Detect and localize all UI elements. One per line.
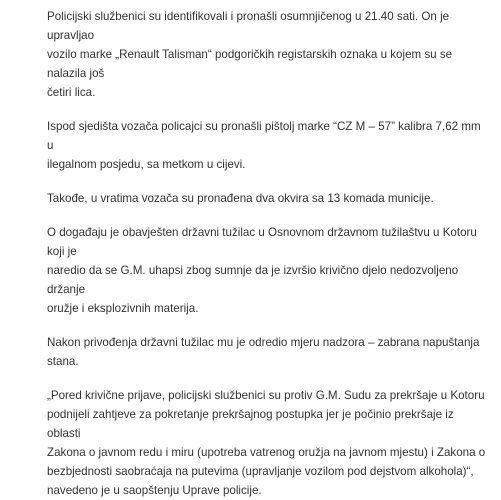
paragraph-pistol-found: Ispod sjedišta vozača policajci su pronašli pištolj marke “CZ M – 57” kalibra 7,62 mm u ilegalnom posjedu, sa metkom u cijevi. (47, 120, 481, 171)
paragraph-suspect-identified: Policijski službenici su identifikovali i pronašli osumnjičenog u 21.40 sati. On je upravljao vozilo marke „Renault Talisman“ podgoričkih registarskih oznaka u kojem su se nalazila još četiri lica. (47, 10, 453, 99)
article-body (47, 7, 487, 500)
paragraph-prosecutor-informed: O događaju je obavješten državni tužilac u Osnovnom državnom tužilaštvu u Kotoru koji je naredio da se G.M. uhapsi zbog sumnje da je izvršio krivično djelo nedozvoljeno držanje oružje i eksplozivnih materija. (47, 226, 477, 315)
paragraph-supervision-measure: Nakon privođenja državni tužilac mu je odredio mjeru nadzora – zabrana napuštanja stana. (47, 336, 480, 368)
paragraph-police-statement: „Pored krivične prijave, policijski službenici su protiv G.M. Sudu za prekršaje u Kotoru podnijeli zahtjeve za pokretanje prekršajnog postupka jer je počinio prekršaje iz oblasti Zakona o javnom redu i miru (upotreba vatrenog oružja na javnom mjestu) i Zakona o bezbjednosti saobraćaja na putevima (upravljanje vozilom pod dejstvom alkohola)“, navedeno je u saopštenju Uprave policije. (47, 389, 486, 497)
paragraph-magazines-found: Takođe, u vratima vozača su pronađena dva okvira sa 13 komada municije. (47, 192, 434, 205)
